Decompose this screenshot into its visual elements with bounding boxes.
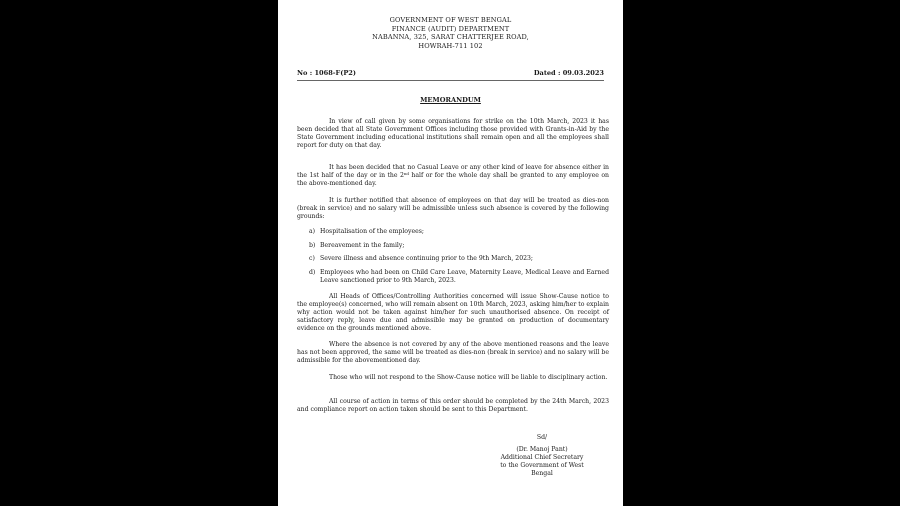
para2-text-before: It has been decided that no Casual Leave or any other kind of leave for absence either in the 1st half of the day or in the 2 <box>297 164 609 179</box>
memorandum-page <box>278 0 623 506</box>
para2-text-after: half or for the whole day shall be granted to any employee on the above-mentioned day. <box>297 171 609 187</box>
paragraph-show-cause: All Heads of Offices/Controlling Authorities concerned will issue Show-Cause notice to the employee(s) concerned, who will remain absent on 10th March, 2023, asking him/her to explain why action would not be taken against him/her for such unauthorised absence. On receipt of satisfactory reply, leave due and admissible may be granted on production of documentary evidence on the grounds mentioned above. <box>297 293 609 332</box>
letterhead-city: HOWRAH-711 102 <box>418 41 483 50</box>
paragraph-dies-non: It is further notified that absence of employees on that day will be treated as dies-non (break in service) and no salary will be admissible unless such absence is covered by the following grounds: <box>297 197 609 220</box>
letterhead-government: GOVERNMENT OF WEST BENGAL <box>389 16 512 24</box>
ground-text: Employees who had been on Child Care Leave, Maternity Leave, Medical Leave and Earned Leave sanctioned prior to 9th March, 2023. <box>320 269 609 284</box>
ground-item-a <box>309 228 609 236</box>
paragraph-disciplinary-action: Those who will not respond to the Show-Cause notice will be liable to disciplinary action. <box>329 374 608 381</box>
signature-name: (Dr. Manoj Pant) <box>516 446 568 453</box>
memo-date: Dated : 09.03.2023 <box>533 69 604 77</box>
header-divider <box>297 80 604 81</box>
ground-text: Bereavement in the family; <box>320 242 405 249</box>
paragraph-strike-notice: In view of call given by some organisations for strike on the 10th March, 2023 it has been decided that all State Government Offices including those provided with Grants-in-Aid by the State Government including educational institutions shall remain open and all the employees shall report for duty on that day. <box>297 118 609 149</box>
ground-text: Severe illness and absence continuing prior to the 9th March, 2023; <box>320 255 533 262</box>
letterhead <box>278 16 623 50</box>
para2-superscript: nd <box>403 170 409 176</box>
ground-marker: a) <box>309 228 316 235</box>
paragraph-leave-restriction <box>297 164 609 188</box>
memo-number: No : 1068-F(P2) <box>297 69 357 77</box>
ground-item-b <box>309 242 609 250</box>
paragraph-compliance-deadline: All course of action in terms of this order should be completed by the 24th March, 2023 and compliance report on action taken should be sent to this Department. <box>297 398 609 413</box>
signature-sd: Sd/ <box>536 434 548 441</box>
paragraph-unapproved-absence: Where the absence is not covered by any of the above mentioned reasons and the leave has not been approved, the same will be treated as dies-non (break in service) and no salary will be admissible for the abovementioned day. <box>297 341 609 364</box>
ground-marker: b) <box>309 242 316 249</box>
document-title: MEMORANDUM <box>420 96 481 104</box>
ground-text: Hospitalisation of the employees; <box>320 228 424 235</box>
signature-designation: Additional Chief Secretary <box>500 454 584 461</box>
signature-block <box>492 434 592 478</box>
ground-item-c <box>309 255 609 263</box>
ground-item-d <box>309 269 609 285</box>
signature-office: to the Government of West Bengal <box>500 462 584 477</box>
ground-marker: c) <box>309 255 315 262</box>
ground-marker: d) <box>309 269 316 276</box>
letterhead-department: FINANCE (AUDIT) DEPARTMENT <box>391 24 510 33</box>
letterhead-address: NABANNA, 325, SARAT CHATTERJEE ROAD, <box>372 33 529 42</box>
